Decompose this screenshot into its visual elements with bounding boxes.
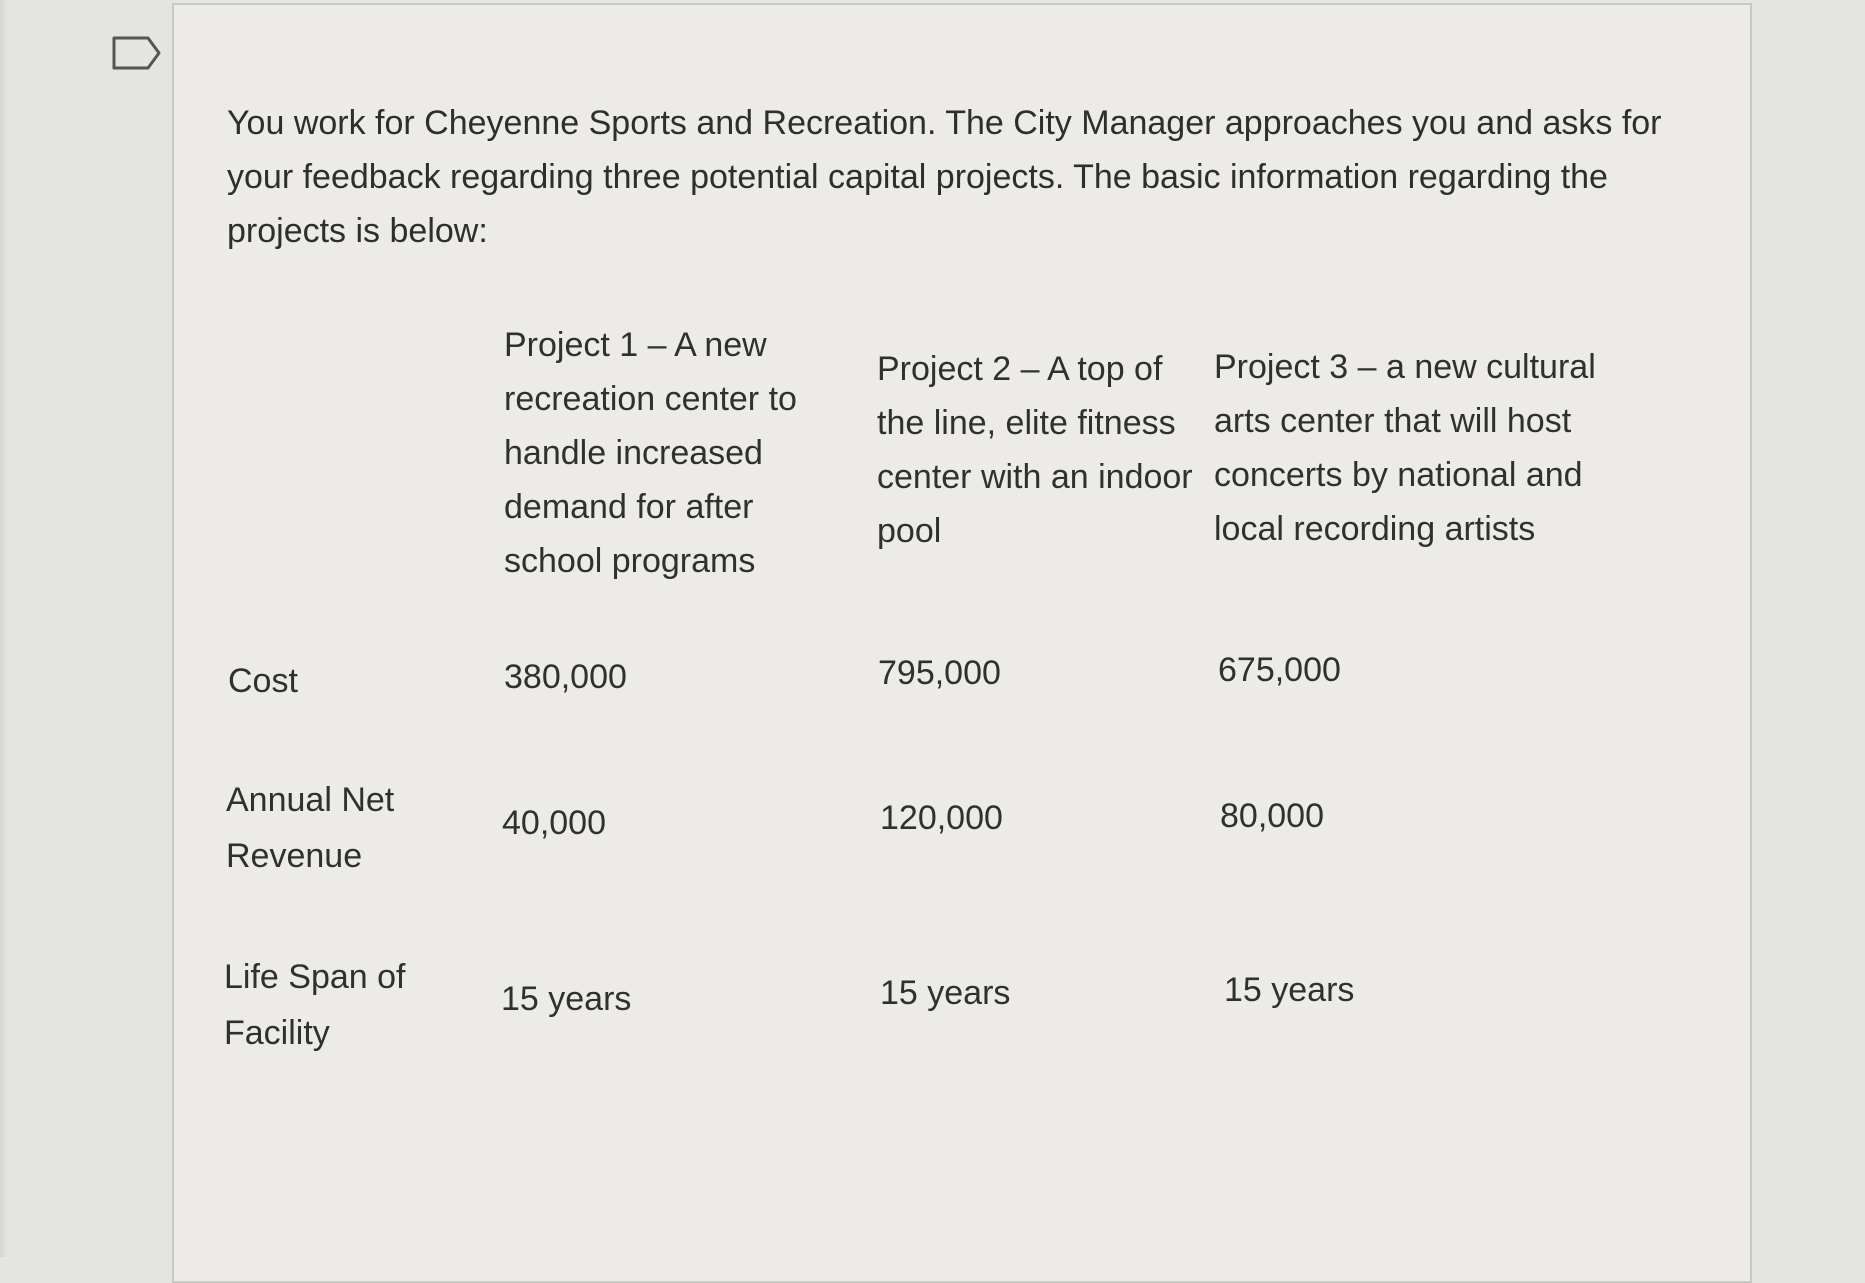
- project-2-header: Project 2 – A top of the line, elite fitness center with an indoor pool: [877, 350, 1193, 550]
- revenue-project-3: 80,000: [1220, 797, 1324, 835]
- cost-project-2: 795,000: [878, 654, 1001, 692]
- revenue-project-1: 40,000: [502, 804, 606, 842]
- project-3-header: Project 3 – a new cultural arts center that will host concerts by national and local recording artists: [1214, 348, 1596, 548]
- flag-outline-icon[interactable]: [112, 36, 162, 70]
- row-label-annual-net-revenue: Annual Net Revenue: [226, 781, 395, 875]
- life-span-project-1: 15 years: [501, 980, 632, 1018]
- life-span-project-2: 15 years: [880, 974, 1011, 1012]
- screen-edge: [0, 0, 8, 1257]
- row-label-cost: Cost: [228, 662, 298, 700]
- row-label-life-span: Life Span of Facility: [224, 958, 406, 1052]
- project-1-header: Project 1 – A new recreation center to handle increased demand for after school programs: [504, 326, 797, 580]
- cost-project-1: 380,000: [504, 658, 627, 696]
- question-intro: You work for Cheyenne Sports and Recreation. The City Manager approaches you and asks for your feedback regarding three potential capital projects. The basic information regarding the projects is below:: [227, 104, 1662, 250]
- revenue-project-2: 120,000: [880, 799, 1003, 837]
- life-span-project-3: 15 years: [1224, 971, 1355, 1009]
- cost-project-3: 675,000: [1218, 651, 1341, 689]
